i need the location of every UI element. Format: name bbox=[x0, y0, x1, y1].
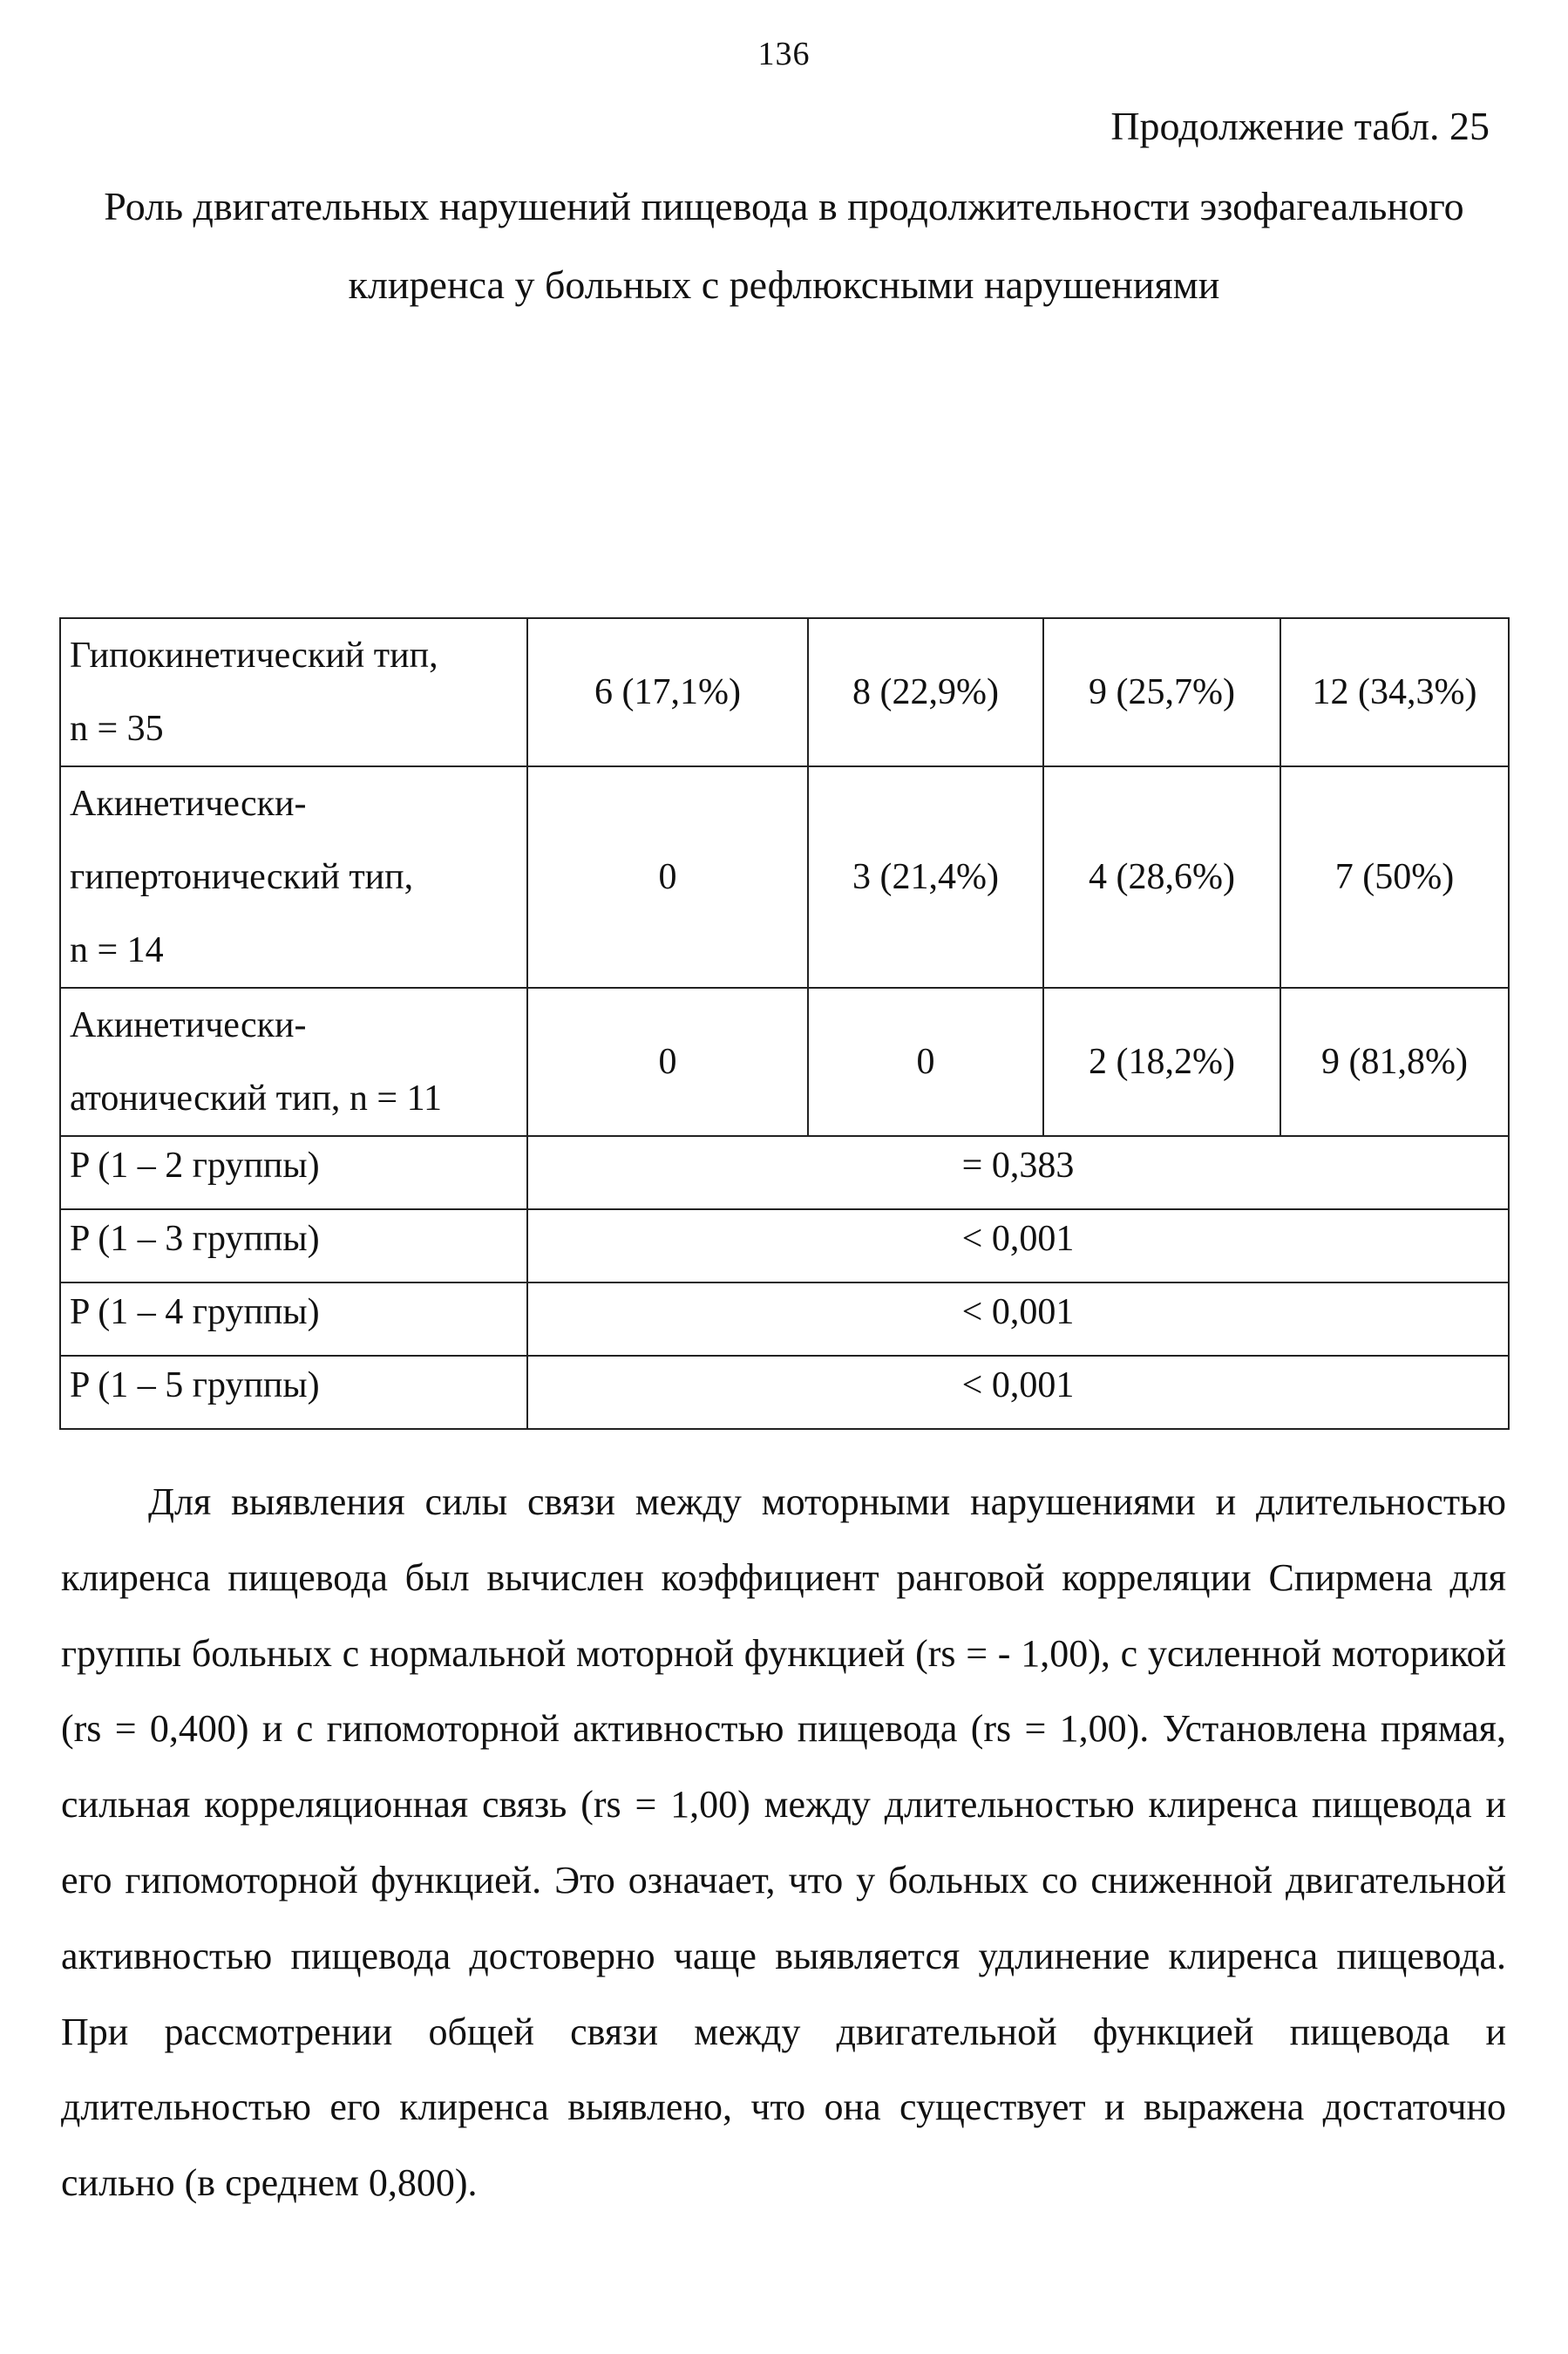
row-label-line: атонический тип, n = 11 bbox=[70, 1078, 443, 1119]
table-row bbox=[60, 766, 1509, 988]
table-cell: 9 (81,8%) bbox=[1280, 988, 1509, 1136]
table-cell: 3 (21,4%) bbox=[808, 766, 1043, 988]
row-label-line: n = 14 bbox=[70, 930, 164, 970]
table-cell: 9 (25,7%) bbox=[1043, 618, 1280, 766]
stat-row bbox=[60, 1136, 1509, 1209]
table-cell: 8 (22,9%) bbox=[808, 618, 1043, 766]
row-label bbox=[60, 988, 527, 1136]
table-cell: 7 (50%) bbox=[1280, 766, 1509, 988]
row-label-line: Акинетически- bbox=[70, 784, 307, 824]
table-cell: 2 (18,2%) bbox=[1043, 988, 1280, 1136]
table-row bbox=[60, 618, 1509, 766]
table-continuation-label: Продолжение табл. 25 bbox=[1110, 104, 1490, 148]
table-cell: 4 (28,6%) bbox=[1043, 766, 1280, 988]
table-cell: 6 (17,1%) bbox=[527, 618, 808, 766]
table-title bbox=[61, 167, 1507, 324]
row-label bbox=[60, 618, 527, 766]
stat-value: < 0,001 bbox=[527, 1282, 1509, 1356]
table-row bbox=[60, 988, 1509, 1136]
row-label bbox=[60, 766, 527, 988]
table-cell: 0 bbox=[527, 766, 808, 988]
data-table bbox=[59, 617, 1510, 1430]
table-title-line-1: Роль двигательных нарушений пищевода в продолжительности эзофагеального bbox=[104, 184, 1464, 228]
row-label-line: Гипокинетический тип, bbox=[70, 636, 438, 676]
stat-value: = 0,383 bbox=[527, 1136, 1509, 1209]
stat-row bbox=[60, 1356, 1509, 1429]
row-label-line: n = 35 bbox=[70, 709, 164, 749]
stat-value: < 0,001 bbox=[527, 1209, 1509, 1282]
body-text bbox=[61, 1465, 1506, 2221]
table-title-line-2: клиренса у больных с рефлюксными нарушениями bbox=[348, 262, 1220, 307]
table-cell: 0 bbox=[527, 988, 808, 1136]
row-label-line: гипертонический тип, bbox=[70, 857, 414, 897]
stat-row bbox=[60, 1282, 1509, 1356]
stat-label: P (1 – 5 группы) bbox=[60, 1356, 527, 1429]
table-cell: 12 (34,3%) bbox=[1280, 618, 1509, 766]
page-number: 136 bbox=[757, 36, 811, 72]
stat-label: P (1 – 2 группы) bbox=[60, 1136, 527, 1209]
stat-label: P (1 – 4 группы) bbox=[60, 1282, 527, 1356]
stat-label: P (1 – 3 группы) bbox=[60, 1209, 527, 1282]
row-label-line: Акинетически- bbox=[70, 1005, 307, 1045]
stat-row bbox=[60, 1209, 1509, 1282]
stat-value: < 0,001 bbox=[527, 1356, 1509, 1429]
body-paragraph: Для выявления силы связи между моторными нарушениями и длительностью клиренса пищевода был вычислен коэффициент ранговой корреляции Спирмена для группы больных с нормальной моторной функцией (rs = - 1,00), с усиленной моторикой (rs = 0,400) и с гипомоторной активностью пищевода (rs = 1,00). Установлена прямая, сильная корреляционная связь (rs = 1,00) между длительностью клиренса пищевода и его гипомоторной функцией. Это означает, что у больных со сниженной двигательной активностью пищевода достоверно чаще выявляется удлинение клиренса пищевода. При рассмотрении общей связи между двигательной функцией пищевода и длительностью его клиренса выявлено, что она существует и выражена достаточно сильно (в среднем 0,800). bbox=[61, 1480, 1506, 2205]
table-cell: 0 bbox=[808, 988, 1043, 1136]
